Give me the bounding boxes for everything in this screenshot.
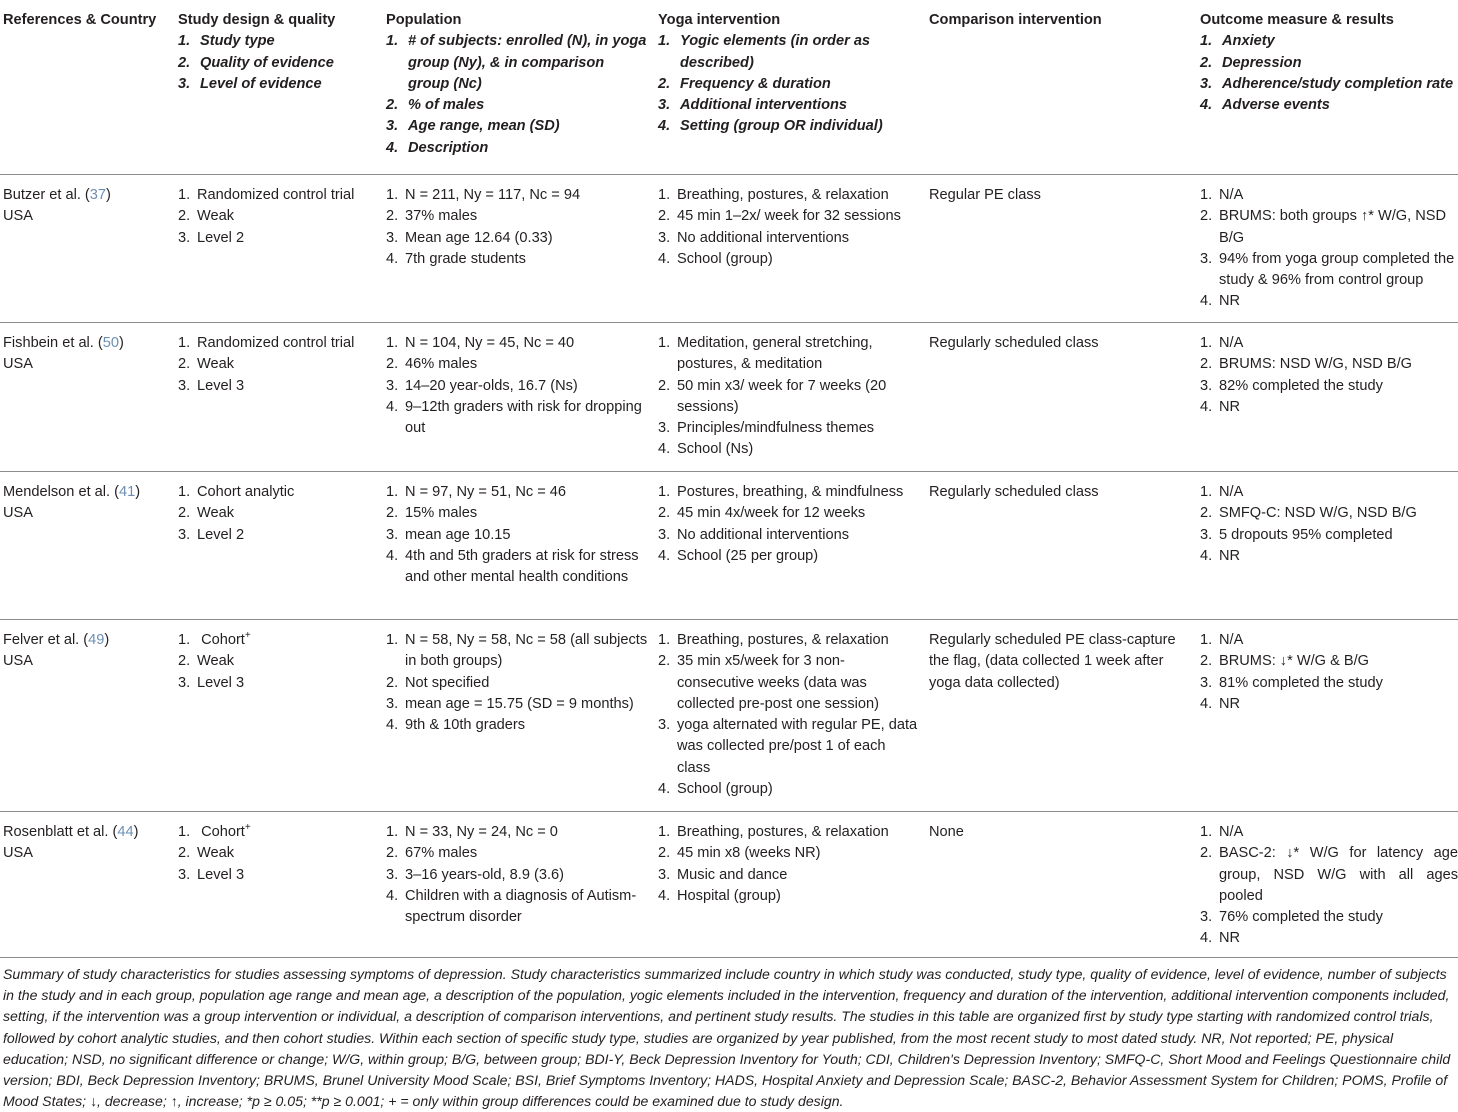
- yoga-cell: 1. Postures, breathing, & mindfulness 2. 45 min 4x/week for 12 weeks 3. No additional interventions 4. School (25 per group): [658, 484, 904, 564]
- header-population-title: Population: [386, 12, 462, 28]
- divider: [0, 471, 1458, 472]
- list-item: 3. Additional interventions: [658, 97, 848, 114]
- ref-cell: Fishbein et al. (50) USA: [3, 333, 163, 376]
- header-references: References & Country: [3, 12, 157, 28]
- outcome-cell: 1. N/A 2. BRUMS: ↓* W/G & B/G 3. 81% completed the study 4. NR: [1200, 632, 1383, 712]
- country: USA: [3, 208, 34, 225]
- design-cell: 1. Randomized control trial 2. Weak 3. Level 2: [178, 187, 355, 246]
- outcome-cell: 1. N/A 2. BASC-2: ↓* W/G for latency age group, NSD W/G with all ages pooled 3. 76% completed the study 4. NR: [1200, 824, 1458, 947]
- ref-cell: Butzer et al. (37) USA: [3, 185, 163, 228]
- ref-cell: Mendelson et al. (41) USA: [3, 482, 163, 525]
- divider: [0, 811, 1458, 812]
- comparison-cell: Regularly scheduled class: [929, 484, 1099, 500]
- outcome-cell: 1. N/A 2. BRUMS: both groups ↑* W/G, NSD B/G 3. 94% from yoga group completed the study & 96% from control group 4. NR: [1200, 187, 1455, 310]
- list-item: 4. Adverse events: [1200, 97, 1330, 114]
- header-yoga: [658, 10, 920, 138]
- list-item: 1. # of subjects: enrolled (N), in yoga group (Ny), & in comparison group (Nc): [386, 33, 647, 92]
- list-item: 3. Adherence/study completion rate: [1200, 75, 1454, 92]
- yoga-cell: 1. Meditation, general stretching, postures, & meditation 2. 50 min x3/ week for 7 weeks (20 sessions) 3. Principles/mindfulness themes 4. School (Ns): [658, 335, 887, 458]
- population-cell: 1. N = 97, Ny = 51, Nc = 46 2. 15% males 3. mean age 10.15 4. 4th and 5th graders at risk for stress and other mental health conditions: [386, 484, 639, 586]
- citation-link[interactable]: 44: [117, 824, 134, 840]
- citation-link[interactable]: 37: [89, 187, 107, 203]
- list-item: 1. Study type: [178, 33, 275, 50]
- list-item: 1. Anxiety: [1200, 33, 1275, 50]
- citation-link[interactable]: 41: [119, 484, 136, 500]
- divider: [0, 322, 1458, 323]
- list-item: 3. Age range, mean (SD): [386, 118, 560, 135]
- divider: [0, 957, 1458, 958]
- header-population: [386, 10, 648, 159]
- header-yoga-title: Yoga intervention: [658, 12, 781, 28]
- yoga-cell: 1. Breathing, postures, & relaxation 2. 45 min x8 (weeks NR) 3. Music and dance 4. Hospital (group): [658, 824, 889, 904]
- country: USA: [3, 356, 34, 373]
- citation-link[interactable]: 50: [102, 335, 120, 351]
- outcome-cell: 1. N/A 2. BRUMS: NSD W/G, NSD B/G 3. 82% completed the study 4. NR: [1200, 335, 1412, 415]
- header-population-list: [386, 31, 648, 159]
- header-outcome: [1200, 10, 1458, 116]
- superscript-plus: +: [244, 822, 251, 834]
- yoga-cell: 1. Breathing, postures, & relaxation 2. 35 min x5/week for 3 non-consecutive weeks (data was collected pre-post one session) 3. yoga alternated with regular PE, data was collected pre/post 1 of each class 4. School (group): [658, 632, 918, 798]
- comparison-cell: None: [929, 824, 964, 840]
- population-cell: 1. N = 58, Ny = 58, Nc = 58 (all subjects in both groups) 2. Not specified 3. mean age = 15.75 (SD = 9 months) 4. 9th & 10th graders: [386, 632, 648, 734]
- divider: [0, 174, 1458, 175]
- design-cell: 1. Cohort analytic 2. Weak 3. Level 2: [178, 484, 295, 543]
- population-cell: 1. N = 33, Ny = 24, Nc = 0 2. 67% males 3. 3–16 years-old, 8.9 (3.6) 4. Children with a diagnosis of Autism-spectrum disorder: [386, 824, 637, 926]
- header-comparison: Comparison intervention: [929, 12, 1102, 28]
- citation-link[interactable]: 49: [88, 632, 105, 648]
- table-caption: Summary of study characteristics for studies assessing symptoms of depression. Study characteristics summarized include country in which study was conducted, study type, quality of evidence, level of evidence, number of subjects in the study and in each group, population age range and mean age, a description of the population, yogic elements included in the intervention, frequency and duration of the intervention, additional intervention components included, setting, if the intervention was a group intervention or individual, a description of comparison interventions, and pertinent study results. The studies in this table are organized first by study type starting with randomized control trials, followed by cohort analytic studies, and then cohort studies. Within each section of specific study type, studies are organized by year published, from the most recent study to most dated study. NR, Not reported; PE, physical education; NSD, no significant difference or change; W/G, within group; B/G, between group; BDI-Y, Beck Depression Inventory for Youth; CDI, Children's Depression Inventory; SMFQ-C, Short Mood and Feelings Questionnaire child version; BDI, Beck Depression Inventory; BRUMS, Brunel University Mood Scale; BSI, Brief Symptoms Inventory; HADS, Hospital Anxiety and Depression Scale; BASC-2, Behavior Assessment System for Children; POMS, Profile of Mood States; ↓, decrease; ↑, increase; *p ≥ 0.05; **p ≥ 0.001; + = only within group differences could be examined due to study design.: [3, 966, 1451, 1110]
- design-cell: 1. Cohort+ 2. Weak 3. Level 3: [178, 822, 251, 883]
- ref-cell: Rosenblatt et al. (44) USA: [3, 822, 163, 865]
- country: USA: [3, 845, 34, 862]
- country: USA: [3, 505, 34, 522]
- population-cell: 1. N = 104, Ny = 45, Nc = 40 2. 46% males 3. 14–20 year-olds, 16.7 (Ns) 4. 9–12th graders with risk for dropping out: [386, 335, 642, 437]
- design-cell: 1. Randomized control trial 2. Weak 3. Level 3: [178, 335, 355, 394]
- header-yoga-list: [658, 31, 920, 137]
- list-item: 4. Description: [386, 139, 489, 156]
- list-item: 2. Quality of evidence: [178, 54, 334, 71]
- header-design: [178, 10, 378, 95]
- list-item: 2. % of males: [386, 97, 485, 114]
- header-outcome-list: [1200, 31, 1458, 116]
- country: USA: [3, 653, 34, 670]
- comparison-cell: Regularly scheduled PE class-capture the flag, (data collected 1 week after yoga data collected): [929, 632, 1176, 691]
- design-cell: 1. Cohort+ 2. Weak 3. Level 3: [178, 630, 251, 691]
- divider: [0, 619, 1458, 620]
- list-item: 2. Frequency & duration: [658, 75, 831, 92]
- list-item: 3. Level of evidence: [178, 75, 322, 92]
- header-design-list: [178, 31, 378, 95]
- list-item: 4. Setting (group OR individual): [658, 118, 883, 135]
- list-item: 1. Yogic elements (in order as described): [658, 33, 871, 71]
- list-item: 2. Depression: [1200, 54, 1302, 71]
- ref-cell: Felver et al. (49) USA: [3, 630, 163, 673]
- comparison-cell: Regular PE class: [929, 187, 1041, 203]
- population-cell: 1. N = 211, Ny = 117, Nc = 94 2. 37% males 3. Mean age 12.64 (0.33) 4. 7th grade students: [386, 187, 581, 267]
- superscript-plus: +: [244, 630, 251, 642]
- outcome-cell: 1. N/A 2. SMFQ-C: NSD W/G, NSD B/G 3. 5 dropouts 95% completed 4. NR: [1200, 484, 1417, 564]
- yoga-cell: 1. Breathing, postures, & relaxation 2. 45 min 1–2x/ week for 32 sessions 3. No additional interventions 4. School (group): [658, 187, 901, 267]
- header-outcome-title: Outcome measure & results: [1200, 12, 1394, 28]
- header-design-title: Study design & quality: [178, 12, 336, 28]
- comparison-cell: Regularly scheduled class: [929, 335, 1099, 351]
